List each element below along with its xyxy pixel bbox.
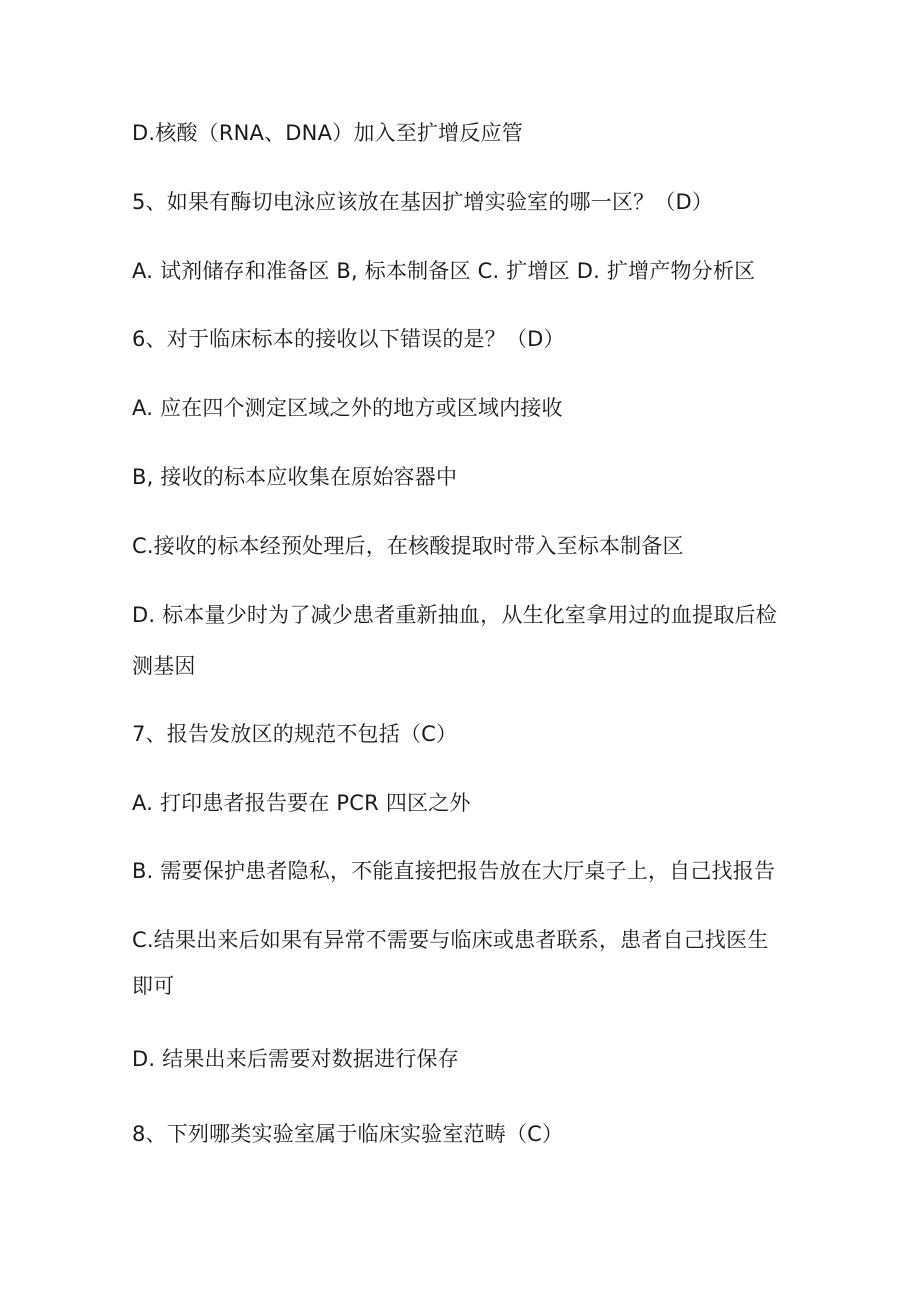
option-a-q7: A. 打印患者报告要在 PCR 四区之外 (132, 791, 471, 815)
option-a-q6: A. 应在四个测定区域之外的地方或区域内接收 (132, 396, 563, 420)
option-d-q6: D. 标本量少时为了减少患者重新抽血，从生化室拿用过的血提取后检 (132, 603, 777, 627)
option-c-q7: C.结果出来后如果有异常不需要与临床或患者联系，患者自己找医生 (132, 928, 769, 952)
question-8: 8、下列哪类实验室属于临床实验室范畴（C） (132, 1122, 564, 1146)
question-6: 6、对于临床标本的接收以下错误的是？（D） (132, 327, 565, 351)
option-d-q4: D.核酸（RNA、DNA）加入至扩增反应管 (132, 121, 523, 145)
option-c-q7-continued: 即可 (132, 974, 175, 998)
option-d-q7: D. 结果出来后需要对数据进行保存 (132, 1047, 459, 1071)
option-c-q6: C.接收的标本经预处理后，在核酸提取时带入至标本制备区 (132, 534, 684, 558)
option-b-q7: B. 需要保护患者隐私，不能直接把报告放在大厅桌子上，自己找报告 (132, 859, 776, 883)
option-b-q6: B, 接收的标本应收集在原始容器中 (132, 465, 458, 489)
options-q5: A. 试剂储存和准备区 B, 标本制备区 C. 扩增区 D. 扩增产物分析区 (132, 259, 756, 283)
question-7: 7、报告发放区的规范不包括（C） (132, 722, 458, 746)
question-5: 5、如果有酶切电泳应该放在基因扩增实验室的哪一区？（D） (132, 190, 714, 214)
option-d-q6-continued: 测基因 (132, 654, 196, 678)
